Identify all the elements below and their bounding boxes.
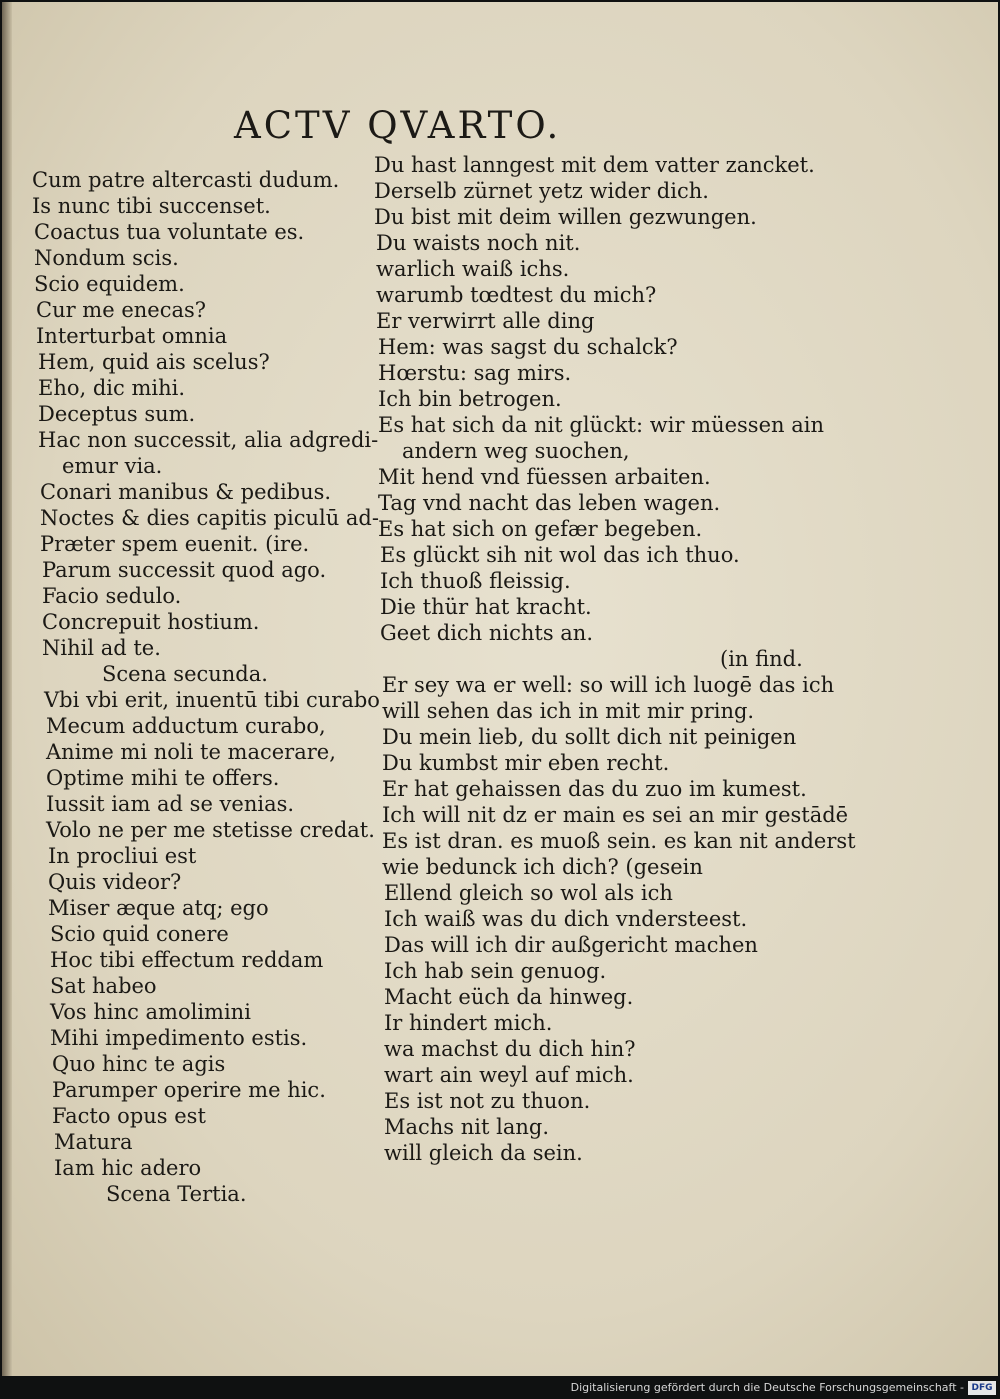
german-line: Machs nit lang. — [384, 1115, 549, 1139]
footer-credit: Digitalisierung gefördert durch die Deutsche Forschungsgemeinschaft - — [570, 1381, 964, 1394]
german-line: Er sey wa er well: so will ich luogē das ich — [382, 673, 835, 697]
latin-line: Optime mihi te offers. — [46, 766, 280, 790]
latin-line: Volo ne per me stetisse credat. — [46, 818, 375, 842]
german-line: wa machst du dich hin? — [384, 1037, 636, 1061]
german-line: Du hast lanngest mit dem vatter zancket. — [374, 153, 815, 177]
latin-line: Scena secunda. — [102, 662, 268, 686]
latin-line: Coactus tua voluntate es. — [34, 220, 305, 244]
german-line: Geet dich nichts an. — [380, 621, 594, 645]
german-line: Macht eüch da hinweg. — [384, 985, 634, 1009]
german-line: Es ist dran. es muoß sein. es kan nit anderst — [382, 829, 856, 853]
german-line: Ich thuoß fleissig. — [380, 569, 571, 593]
latin-line: Iussit iam ad se venias. — [46, 792, 295, 816]
german-line: wie bedunck ich dich? (gesein — [382, 855, 703, 879]
german-line: Hœrstu: sag mirs. — [378, 361, 572, 385]
german-line: Ir hindert mich. — [384, 1011, 553, 1035]
latin-line: Concrepuit hostium. — [42, 610, 260, 634]
german-line: Ellend gleich so wol als ich — [384, 881, 673, 905]
latin-line: Vbi vbi erit, inuentū tibi curabo — [44, 688, 380, 712]
latin-line: emur via. — [62, 454, 163, 478]
german-line: Die thür hat kracht. — [380, 595, 592, 619]
german-line: will sehen das ich in mit mir pring. — [382, 699, 755, 723]
latin-line: Hem, quid ais scelus? — [38, 350, 270, 374]
german-line: Du waists noch nit. — [376, 231, 581, 255]
book-page — [2, 2, 998, 1376]
latin-line: Præter spem euenit. (ire. — [40, 532, 310, 556]
act-header: ACTV QVARTO. — [234, 104, 562, 147]
german-line: wart ain weyl auf mich. — [384, 1063, 634, 1087]
footer-bar — [0, 1378, 1000, 1399]
latin-line: Scio quid conere — [50, 922, 229, 946]
latin-line: Cum patre altercasti dudum. — [32, 168, 340, 192]
latin-line: Deceptus sum. — [38, 402, 196, 426]
latin-line: Mecum adductum curabo, — [46, 714, 326, 738]
dfg-logo: DFG — [968, 1381, 996, 1395]
latin-line: Nihil ad te. — [42, 636, 161, 660]
latin-line: Mihi impedimento estis. — [50, 1026, 308, 1050]
german-line: Es hat sich da nit glückt: wir müessen ain — [378, 413, 824, 437]
german-line: warlich waiß ichs. — [376, 257, 570, 281]
german-line: Es glückt sih nit wol das ich thuo. — [380, 543, 740, 567]
german-line: Ich will nit dz er main es sei an mir gestādē — [382, 803, 849, 827]
german-line: will gleich da sein. — [384, 1141, 583, 1165]
german-line: Du kumbst mir eben recht. — [382, 751, 670, 775]
latin-line: Hac non successit, alia adgredi- — [38, 428, 379, 452]
latin-line: Noctes & dies capitis piculū ad- — [40, 506, 379, 530]
latin-line: Facto opus est — [52, 1104, 206, 1128]
german-line: Ich waiß was du dich vndersteest. — [384, 907, 748, 931]
latin-line: Cur me enecas? — [36, 298, 207, 322]
latin-line: Conari manibus & pedibus. — [40, 480, 332, 504]
latin-line: Quo hinc te agis — [52, 1052, 226, 1076]
latin-line: Parumper operire me hic. — [52, 1078, 326, 1102]
german-line: andern weg suochen, — [402, 439, 630, 463]
german-line: Es hat sich on gefær begeben. — [378, 517, 703, 541]
german-line: Derselb zürnet yetz wider dich. — [374, 179, 709, 203]
german-line: Es ist not zu thuon. — [384, 1089, 591, 1113]
latin-line: Facio sedulo. — [42, 584, 182, 608]
german-line: Du bist mit deim willen gezwungen. — [374, 205, 757, 229]
latin-line: Iam hic adero — [54, 1156, 202, 1180]
latin-line: Parum successit quod ago. — [42, 558, 327, 582]
latin-line: Nondum scis. — [34, 246, 179, 270]
german-line: Hem: was sagst du schalck? — [378, 335, 678, 359]
latin-line: Is nunc tibi succenset. — [32, 194, 271, 218]
latin-line: Eho, dic mihi. — [38, 376, 185, 400]
german-line: Tag vnd nacht das leben wagen. — [378, 491, 721, 515]
german-line: Ich hab sein genuog. — [384, 959, 607, 983]
german-line: warumb tœdtest du mich? — [376, 283, 657, 307]
latin-line: Scio equidem. — [34, 272, 185, 296]
latin-line: Anime mi noli te macerare, — [46, 740, 336, 764]
latin-line: Quis videor? — [48, 870, 182, 894]
latin-line: Sat habeo — [50, 974, 157, 998]
german-column — [2, 2, 998, 1376]
german-line: Du mein lieb, du sollt dich nit peinigen — [382, 725, 797, 749]
latin-line: Miser æque atq; ego — [48, 896, 269, 920]
latin-line: Matura — [54, 1130, 133, 1154]
german-line: Er hat gehaissen das du zuo im kumest. — [382, 777, 807, 801]
german-line: (in find. — [720, 647, 803, 671]
german-line: Er verwirrt alle ding — [376, 309, 595, 333]
german-line: Das will ich dir außgericht machen — [384, 933, 758, 957]
latin-line: Interturbat omnia — [36, 324, 228, 348]
latin-line: Hoc tibi effectum reddam — [50, 948, 324, 972]
latin-line: In procliui est — [48, 844, 197, 868]
german-line: Ich bin betrogen. — [378, 387, 562, 411]
latin-line: Vos hinc amolimini — [50, 1000, 251, 1024]
latin-line: Scena Tertia. — [106, 1182, 247, 1206]
german-line: Mit hend vnd füessen arbaiten. — [378, 465, 711, 489]
